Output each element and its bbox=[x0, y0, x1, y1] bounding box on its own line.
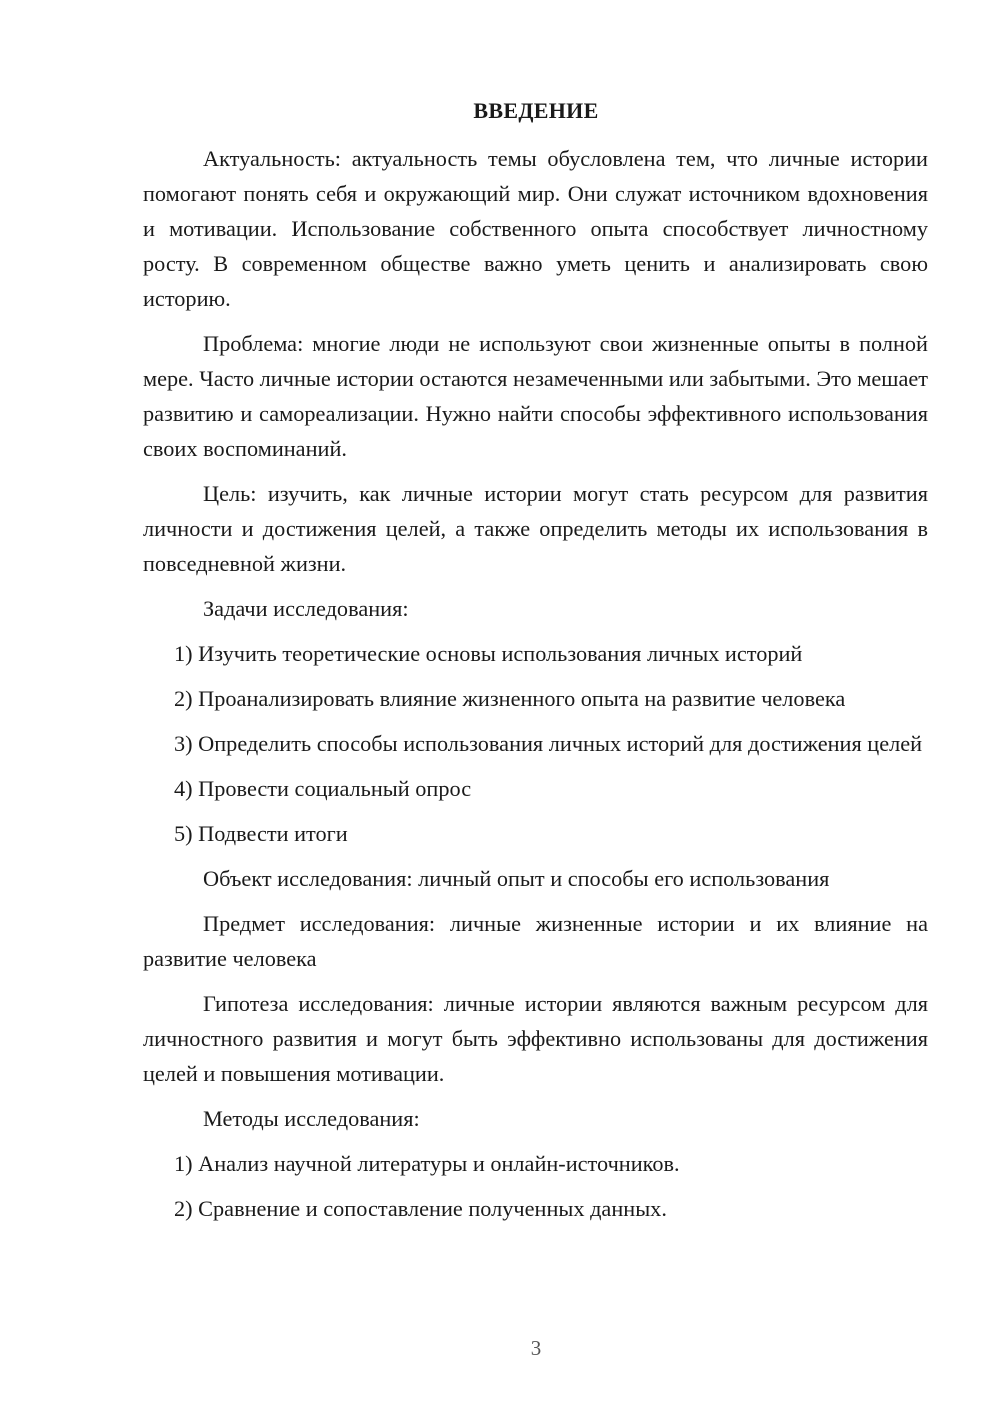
paragraph-problem: Проблема: многие люди не используют свои жизненные опыты в полной мере. Часто личные истории остаются незамеченными или забытыми. Это мешает развитию и самореализации. Нужно найти способы эффективного использования своих воспоминаний. bbox=[143, 331, 928, 461]
paragraph-hypothesis: Гипотеза исследования: личные истории являются важным ресурсом для личностного развития и могут быть эффективно использованы для достижения целей и повышения мотивации. bbox=[143, 991, 928, 1086]
paragraph-subject: Предмет исследования: личные жизненные истории и их влияние на развитие человека bbox=[143, 911, 928, 971]
task-item-5: 5) Подвести итоги bbox=[174, 821, 348, 846]
paragraph-goal: Цель: изучить, как личные истории могут стать ресурсом для развития личности и достижения целей, а также определить методы их использования в повседневной жизни. bbox=[143, 481, 928, 576]
task-item-4: 4) Провести социальный опрос bbox=[174, 776, 472, 801]
method-item-1: 1) Анализ научной литературы и онлайн-источников. bbox=[174, 1151, 680, 1176]
body-text bbox=[143, 141, 928, 1236]
task-item-2: 2) Проанализировать влияние жизненного опыта на развитие человека bbox=[174, 686, 846, 711]
task-item-1: 1) Изучить теоретические основы использования личных историй bbox=[174, 641, 803, 666]
methods-heading: Методы исследования: bbox=[203, 1106, 420, 1131]
section-title: ВВЕДЕНИЕ bbox=[473, 98, 599, 123]
tasks-heading: Задачи исследования: bbox=[203, 596, 409, 621]
method-item-2: 2) Сравнение и сопоставление полученных данных. bbox=[174, 1196, 667, 1221]
paragraph-object: Объект исследования: личный опыт и способы его использования bbox=[203, 866, 830, 891]
paragraph-relevance: Актуальность: актуальность темы обусловлена тем, что личные истории помогают понять себя и окружающий мир. Они служат источником вдохновения и мотивации. Использование собственного опыта способствует личностному росту. В современном обществе важно уметь ценить и анализировать свою историю. bbox=[143, 146, 928, 311]
page-number: 3 bbox=[530, 1336, 542, 1360]
task-item-3: 3) Определить способы использования личных историй для достижения целей bbox=[174, 731, 923, 756]
